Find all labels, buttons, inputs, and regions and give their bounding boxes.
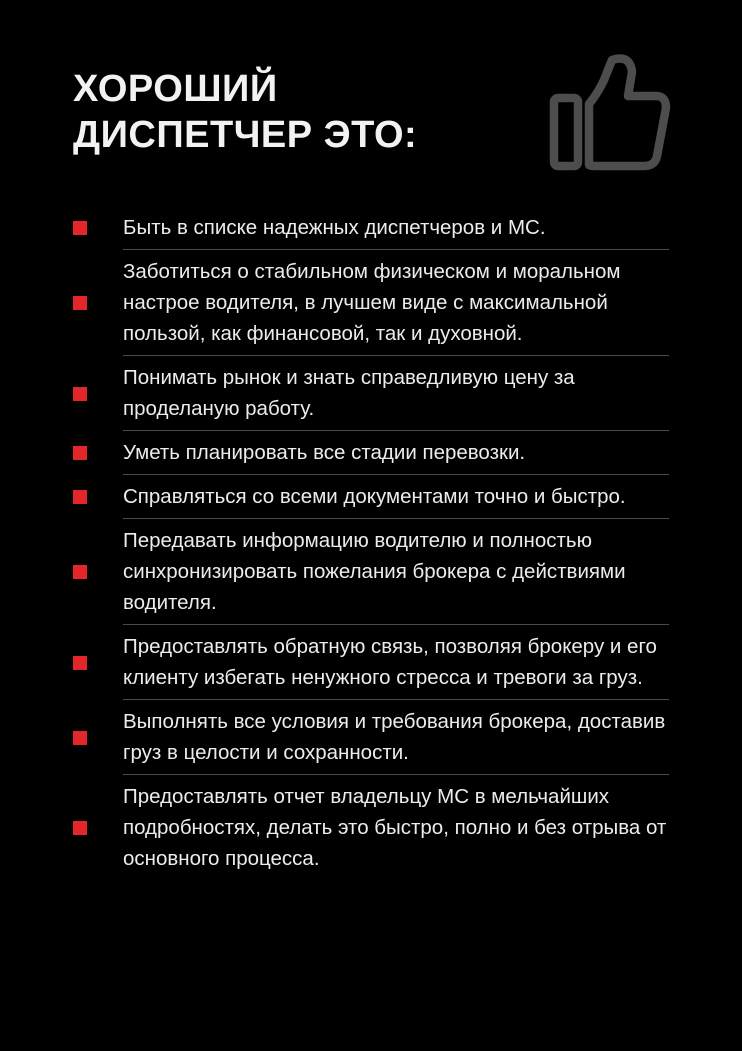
list-item bbox=[0, 431, 742, 475]
square-bullet-icon bbox=[73, 490, 87, 504]
list-item bbox=[0, 475, 742, 519]
list-item-text: Выполнять все условия и требования брокера, доставив груз в целости и сохранности. bbox=[123, 710, 666, 764]
list-item-text: Уметь планировать все стадии перевозки. bbox=[123, 441, 526, 464]
list-item bbox=[0, 356, 742, 431]
list-item bbox=[0, 250, 742, 356]
list-item-text: Справляться со всеми документами точно и быстро. bbox=[123, 485, 626, 508]
list-item bbox=[0, 519, 742, 625]
square-bullet-icon bbox=[73, 565, 87, 579]
list-item bbox=[0, 700, 742, 775]
list-item bbox=[0, 206, 742, 250]
square-bullet-icon bbox=[73, 821, 87, 835]
title-line-2: ДИСПЕТЧЕР ЭТО: bbox=[73, 114, 418, 156]
list-item bbox=[0, 775, 742, 881]
thumbs-up-icon bbox=[548, 52, 672, 174]
list-item-text: Заботиться о стабильном физическом и моральном настрое водителя, в лучшем виде с максимальной пользой, как финансовой, так и духовной. bbox=[123, 260, 621, 345]
square-bullet-icon bbox=[73, 387, 87, 401]
title-line-1: ХОРОШИЙ bbox=[73, 68, 278, 110]
list-item-text: Передавать информацию водителю и полностью синхронизировать пожелания брокера с действиями водителя. bbox=[123, 529, 626, 614]
square-bullet-icon bbox=[73, 296, 87, 310]
list-item bbox=[0, 625, 742, 700]
list-item-text: Быть в списке надежных диспетчеров и МС. bbox=[123, 216, 546, 239]
page-title bbox=[73, 66, 417, 158]
square-bullet-icon bbox=[73, 656, 87, 670]
list-item-text: Понимать рынок и знать справедливую цену за проделаную работу. bbox=[123, 366, 575, 420]
square-bullet-icon bbox=[73, 731, 87, 745]
square-bullet-icon bbox=[73, 221, 87, 235]
list-item-text: Предоставлять обратную связь, позволяя брокеру и его клиенту избегать ненужного стресса и тревоги за груз. bbox=[123, 635, 657, 689]
list-item-text: Предоставлять отчет владельцу МС в мельчайших подробностях, делать это быстро, полно и без отрыва от основного процесса. bbox=[123, 785, 667, 870]
qualities-list bbox=[0, 206, 742, 881]
square-bullet-icon bbox=[73, 446, 87, 460]
